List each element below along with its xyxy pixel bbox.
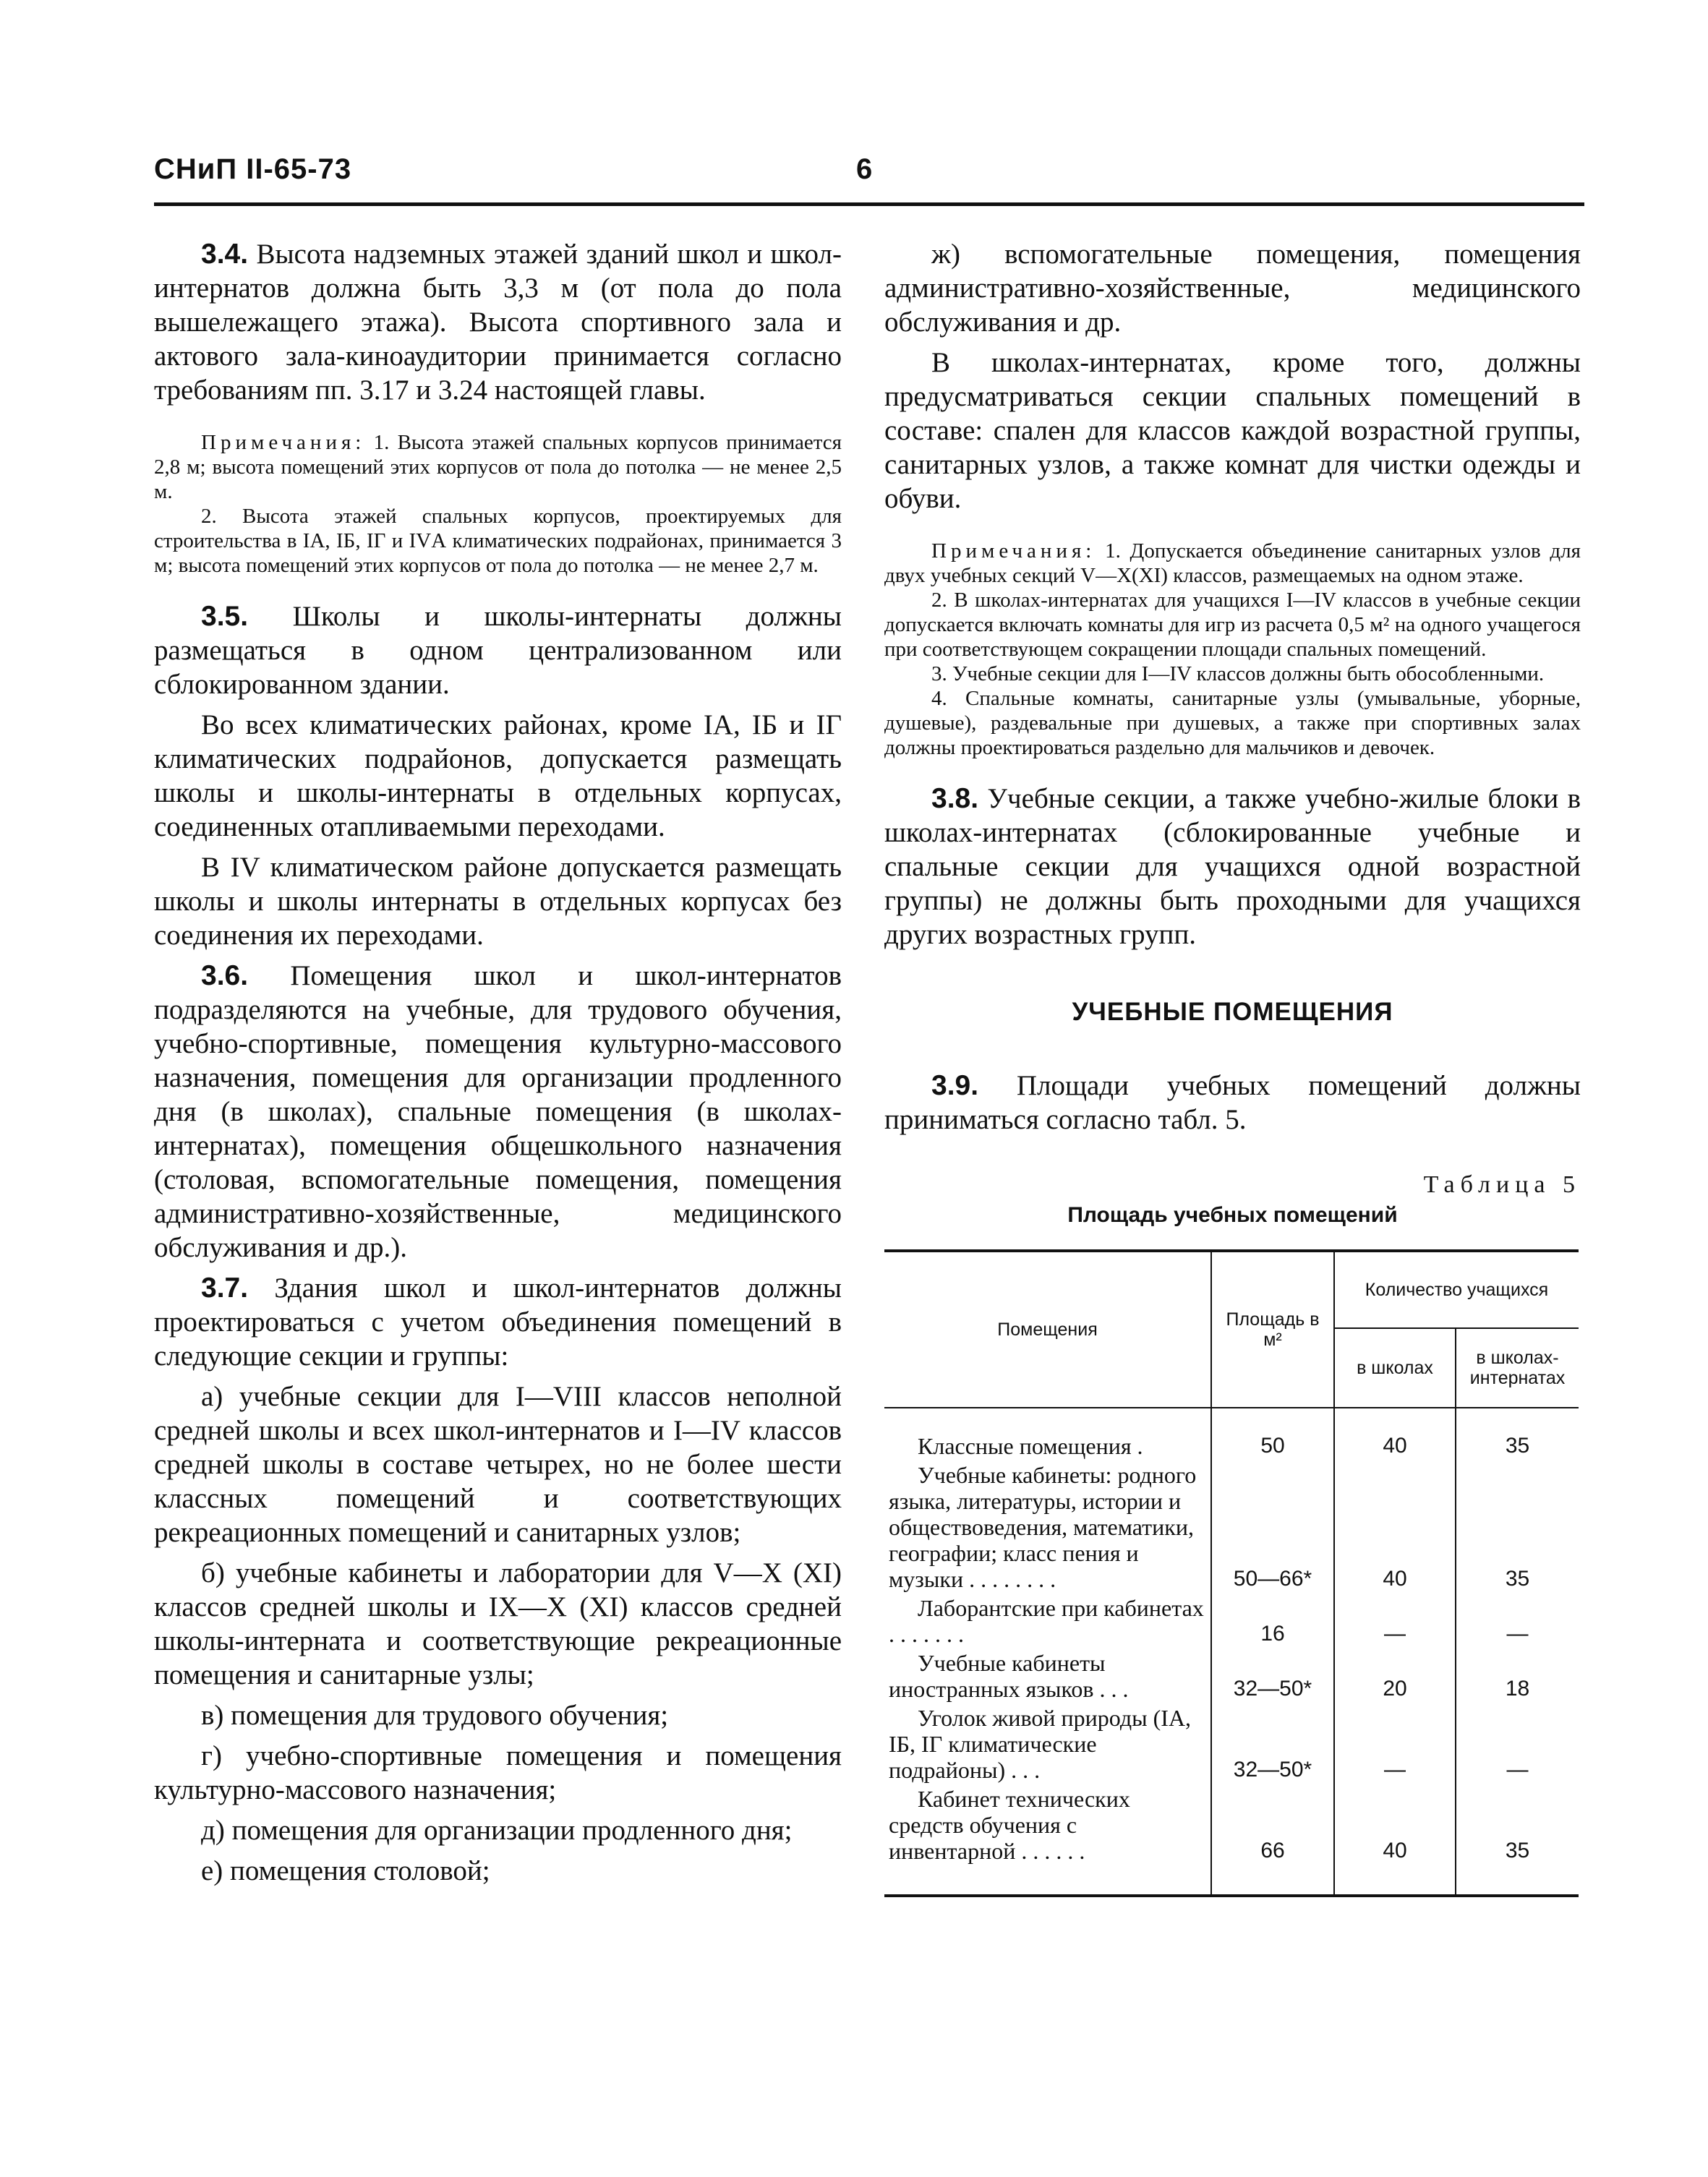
paragraph: В IV климатическом районе допускается размещать школы и школы интернаты в отдельных корпусах без соединения их переходами.: [154, 852, 842, 951]
table-label: Таблица 5: [1423, 1171, 1581, 1198]
cell-schools: 20: [1334, 1650, 1456, 1705]
paragraph-3-7: 3.7. Здания школ и школ-интернатов должны проектироваться с учетом объединения помещений в следующие секции и группы:: [154, 1273, 842, 1372]
area-table: [884, 1249, 1579, 1897]
list-item-e: е) помещения столовой;: [201, 1855, 490, 1886]
cell-area: 50: [1211, 1408, 1334, 1462]
note-item: Примечания: 1. Высота этажей спальных корпусов принимается 2,8 м; высота помещений этих корпусов от пола до потолка — не менее 2,5 м.: [154, 431, 842, 503]
paragraph-3-6: 3.6. Помещения школ и школ-интернатов подразделяются на учебные, для трудового обучения, учебно-спортивные, помещения культурно-массового назначения, помещения для организации продленного дня (в школах), спальные помещения (в школах-интернатах), помещения общешкольного назначения (столовая, вспомогательные помещения, помещения административно-хозяйственные, медицинского обслуживания и др.).: [154, 960, 842, 1263]
cell-schools: 40: [1334, 1408, 1456, 1462]
notes-label: Примечания:: [201, 431, 366, 454]
cell-area: 16: [1211, 1595, 1334, 1650]
clause-number: 3.5.: [201, 601, 249, 632]
paragraph-3-8: 3.8. Учебные секции, а также учебно-жилые блоки в школах-интернатах (сблокированные учебные и спальные секции для учащихся одной возрастной группы) не должны быть проходными для учащихся других возрастных групп.: [884, 783, 1581, 950]
column-header-rooms: Помещения: [884, 1251, 1211, 1408]
table-row: [884, 1650, 1579, 1705]
section-heading: УЧЕБНЫЕ ПОМЕЩЕНИЯ: [1072, 998, 1393, 1026]
paragraph-3-4: 3.4. Высота надземных этажей зданий школ и школ-интернатов должна быть 3,3 м (от пола до пола вышележащего этажа). Высота спортивного зала и актового зала-киноаудитории принимается согласно требованиям пп. 3.17 и 3.24 настоящей главы.: [154, 239, 842, 406]
notes-block: [884, 539, 1581, 760]
list-item-v: в) помещения для трудового обучения;: [201, 1700, 669, 1731]
cell-schools: 40: [1334, 1786, 1456, 1896]
list-item-d: д) помещения для организации продленного дня;: [201, 1815, 793, 1846]
clause-number: 3.7.: [201, 1273, 249, 1304]
table-row: [884, 1705, 1579, 1786]
header-rule: [154, 202, 1584, 206]
clause-number: 3.9.: [931, 1070, 979, 1101]
cell-boarding: 35: [1456, 1786, 1579, 1896]
table-row: [884, 1786, 1579, 1896]
cell-boarding: 35: [1456, 1462, 1579, 1595]
column-header-area: Площадь в м²: [1211, 1251, 1334, 1408]
row-label: Лаборантские при кабинетах . . . . . . .: [889, 1595, 1204, 1647]
clause-number: 3.8.: [931, 783, 979, 814]
row-label: Кабинет технических средств обучения с инвентарной . . . . . .: [889, 1786, 1130, 1864]
table-row: [884, 1462, 1579, 1595]
cell-schools: —: [1334, 1595, 1456, 1650]
right-column: [884, 237, 1581, 1897]
cell-boarding: —: [1456, 1705, 1579, 1786]
column-header-in-boarding: в школах-интернатах: [1456, 1328, 1579, 1408]
note-item: 4. Спальные комнаты, санитарные узлы (умывальные, уборные, душевые), раздевальные при душевых, а также при спортивных залах должны проектироваться раздельно для мальчиков и девочек.: [884, 687, 1581, 759]
paragraph: Во всех климатических районах, кроме IА, IБ и IГ климатических подрайонов, допускается размещать школы и школы-интернаты в отдельных корпусах, соединенных отапливаемыми переходами.: [154, 709, 842, 842]
cell-schools: 40: [1334, 1462, 1456, 1595]
list-item-g: г) учебно-спортивные помещения и помещения культурно-массового назначения;: [154, 1740, 842, 1805]
cell-area: 32—50*: [1211, 1650, 1334, 1705]
left-column: [154, 237, 842, 1888]
paragraph-3-9: 3.9. Площади учебных помещений должны приниматься согласно табл. 5.: [884, 1070, 1581, 1135]
notes-block: [154, 430, 842, 578]
clause-number: 3.4.: [201, 239, 249, 270]
list-item-a: а) учебные секции для I—VIII классов неполной средней школы и всех школ-интернатов и I—IV классов средней школы в составе четырех, но не более шести классных помещений и соответствующих рекреационных помещений и санитарных узлов;: [154, 1381, 842, 1548]
page-number: 6: [856, 153, 873, 185]
note-item: 2. Высота этажей спальных корпусов, проектируемых для строительства в IА, IБ, IГ и IVА климатических подрайонах, принимается 3 м; высота помещений этих корпусов от пола до потолка — не менее 2,7 м.: [154, 505, 842, 577]
list-item-b: б) учебные кабинеты и лаборатории для V—X (XI) классов средней школы и IX—X (XI) классов средней школы-интерната и соответствующие рекреационные помещения и санитарные узлы;: [154, 1557, 842, 1690]
row-label: Классные помещения .: [918, 1433, 1143, 1459]
cell-area: 50—66*: [1211, 1462, 1334, 1595]
paragraph-3-5: 3.5. Школы и школы-интернаты должны размещаться в одном централизованном или сблокированном здании.: [154, 601, 842, 700]
cell-boarding: —: [1456, 1595, 1579, 1650]
cell-schools: —: [1334, 1705, 1456, 1786]
cell-area: 66: [1211, 1786, 1334, 1896]
notes-label: Примечания:: [931, 539, 1096, 563]
clause-number: 3.6.: [201, 960, 249, 991]
cell-boarding: 35: [1456, 1408, 1579, 1462]
note-item: 3. Учебные секции для I—IV классов должны быть обособленными.: [931, 662, 1545, 685]
column-header-in-schools: в школах: [1334, 1328, 1456, 1408]
list-item-zh: ж) вспомогательные помещения, помещения административно-хозяйственные, медицинского обслуживания и др.: [884, 239, 1581, 338]
document-code: СНиП II-65-73: [154, 153, 352, 185]
note-item: 2. В школах-интернатах для учащихся I—IV классов в учебные секции допускается включать комнаты для игр из расчета 0,5 м² на одного учащегося при соответствующем сокращении площади спальных помещений.: [884, 589, 1581, 661]
cell-boarding: 18: [1456, 1650, 1579, 1705]
column-header-count: Количество учащихся: [1334, 1251, 1579, 1328]
cell-area: 32—50*: [1211, 1705, 1334, 1786]
paragraph: В школах-интернатах, кроме того, должны предусматриваться секции спальных помещений в составе: спален для классов каждой возрастной группы, санитарных узлов, а также комнат для чистки одежды и обуви.: [884, 347, 1581, 514]
row-label: Учебные кабинеты иностранных языков . . .: [889, 1650, 1129, 1702]
table-title: Площадь учебных помещений: [1067, 1203, 1398, 1227]
table-row: [884, 1595, 1579, 1650]
note-item: Примечания: 1. Допускается объединение санитарных узлов для двух учебных секций V—X(XI) классов, размещаемых на одном этаже.: [884, 539, 1581, 587]
row-label: Учебные кабинеты: родного языка, литературы, истории и обществоведения, математики, географии; класс пения и музыки . . . . . . . .: [889, 1462, 1197, 1592]
row-label: Уголок живой природы (IА, IБ, IГ климатические подрайоны) . . .: [889, 1705, 1192, 1783]
table-row: [884, 1408, 1579, 1462]
